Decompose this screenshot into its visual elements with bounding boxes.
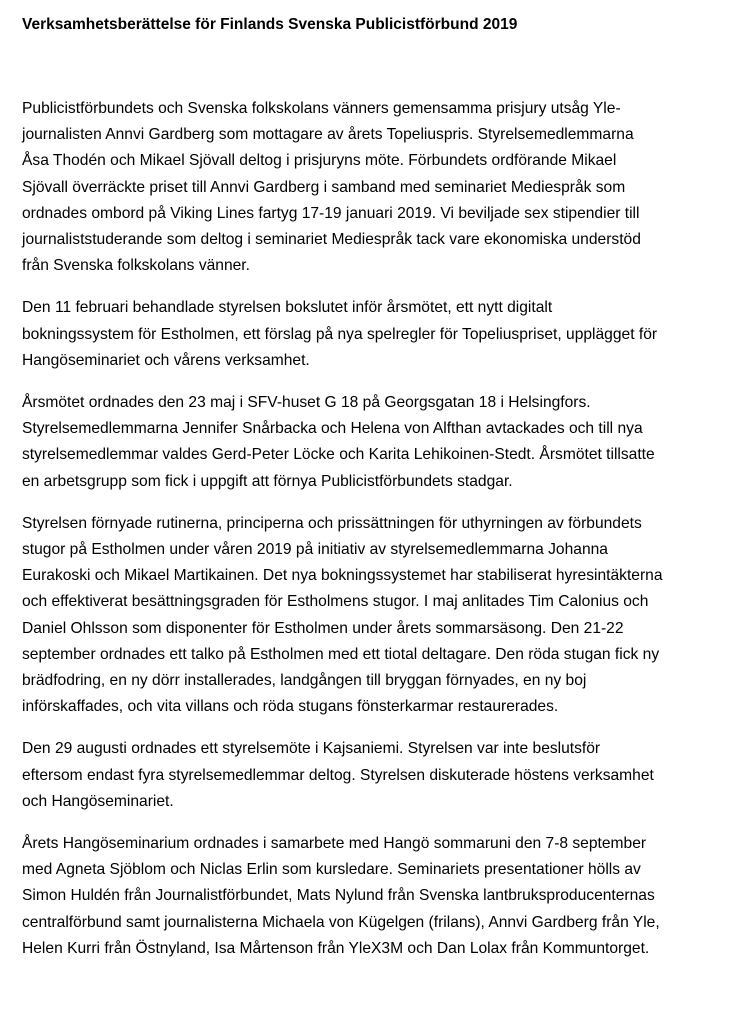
text-line: Publicistförbundets och Svenska folkskolans vänners gemensamma prisjury utsåg Yle-	[22, 100, 621, 117]
text-line: införskaffades, och vita villans och röda stugans fönsterkarmar restaurerades.	[22, 698, 559, 716]
text-line: och effektiverat besättningsgraden för Estholmens stugor. I maj anlitades Tim Calonius och	[22, 593, 649, 611]
paragraph-februari	[22, 295, 722, 374]
text-line: Styrelsemedlemmarna Jennifer Snårbacka och Helena von Alfthan avtackades och till nya	[22, 420, 643, 438]
paragraph-estholmen	[22, 511, 722, 721]
text-line: Hangöseminariet och vårens verksamhet.	[22, 351, 310, 369]
text-line: Daniel Ohlsson som disponenter för Estholmen under årets sommarsäsong. Den 21-22	[22, 619, 624, 637]
text-line: journaliststuderande som deltog i seminariet Mediespråk tack vare ekonomiska understöd	[22, 231, 641, 249]
text-line: stugor på Estholmen under våren 2019 på initiativ av styrelsemedlemmarna Johanna	[22, 541, 608, 559]
text-line: en arbetsgrupp som fick i uppgift att förnya Publicistförbundets stadgar.	[22, 472, 513, 490]
text-line: Simon Huldén från Journalistförbundet, Mats Nylund från Svenska lantbruksproducenternas	[22, 887, 655, 905]
text-line: Den 29 augusti ordnades ett styrelsemöte i Kajsaniemi. Styrelsen var inte beslutsför	[22, 740, 601, 758]
text-line: Årets Hangöseminarium ordnades i samarbete med Hangö sommaruni den 7-8 september	[22, 835, 647, 853]
text-line: och Hangöseminariet.	[22, 792, 174, 810]
text-line: journalisten Annvi Gardberg som mottagare av årets Topeliuspris. Styrelsemedlemmarna	[22, 126, 634, 144]
text-line: eftersom endast fyra styrelsemedlemmar deltog. Styrelsen diskuterade höstens verksamhet	[22, 766, 654, 784]
text-line: Den 11 februari behandlade styrelsen bokslutet inför årsmötet, ett nytt digitalt	[22, 299, 553, 317]
paragraph-arsmotet	[22, 390, 722, 495]
text-line: Helen Kurri från Östnyland, Isa Mårtenson från YleX3M och Dan Lolax från Kommuntorget.	[22, 939, 650, 957]
text-line: styrelsemedlemmar valdes Gerd-Peter Löcke och Karita Lehikoinen-Stedt. Årsmötet tillsatte	[22, 446, 655, 464]
text-line: september ordnades ett talko på Estholmen med ett tiotal deltagare. Den röda stugan fick ny	[22, 645, 660, 663]
text-line: med Agneta Sjöblom och Niclas Erlin som kursledare. Seminariets presentationer hölls av	[22, 861, 641, 879]
text-line: bokningssystem för Estholmen, ett förslag på nya spelregler för Topeliuspriset, upplägget för	[22, 325, 658, 343]
text-line: centralförbund samt journalisterna Michaela von Kügelgen (frilans), Annvi Gardberg från Yle,	[22, 913, 660, 931]
text-line: Årsmötet ordnades den 23 maj i SFV-huset G 18 på Georgsgatan 18 i Helsingfors.	[22, 394, 591, 412]
text-line: ordnades ombord på Viking Lines fartyg 17-19 januari 2019. Vi beviljade sex stipendier till	[22, 204, 640, 222]
text-line: Styrelsen förnyade rutinerna, principerna och prissättningen för uthyrningen av förbundets	[22, 514, 642, 532]
paragraph-topeliuspris	[22, 96, 722, 279]
text-line: Eurakoski och Mikael Martikainen. Det nya bokningssystemet har stabiliserat hyresintäkterna	[22, 567, 663, 585]
text-line: Sjövall överräckte priset till Annvi Gardberg i samband med seminariet Mediespråk som	[22, 178, 626, 196]
paragraph-styrelsemote	[22, 736, 722, 815]
text-line: brädfodring, en ny dörr installerades, landgången till bryggan förnyades, en ny boj	[22, 672, 587, 690]
text-line: från Svenska folkskolans vänner.	[22, 257, 250, 275]
text-line: Åsa Thodén och Mikael Sjövall deltog i prisjuryns möte. Förbundets ordförande Mikael	[22, 152, 617, 170]
document-title: Verksamhetsberättelse för Finlands Svenska Publicistförbund 2019	[22, 16, 518, 33]
document-body	[22, 96, 722, 978]
paragraph-hangoseminarium	[22, 831, 722, 962]
